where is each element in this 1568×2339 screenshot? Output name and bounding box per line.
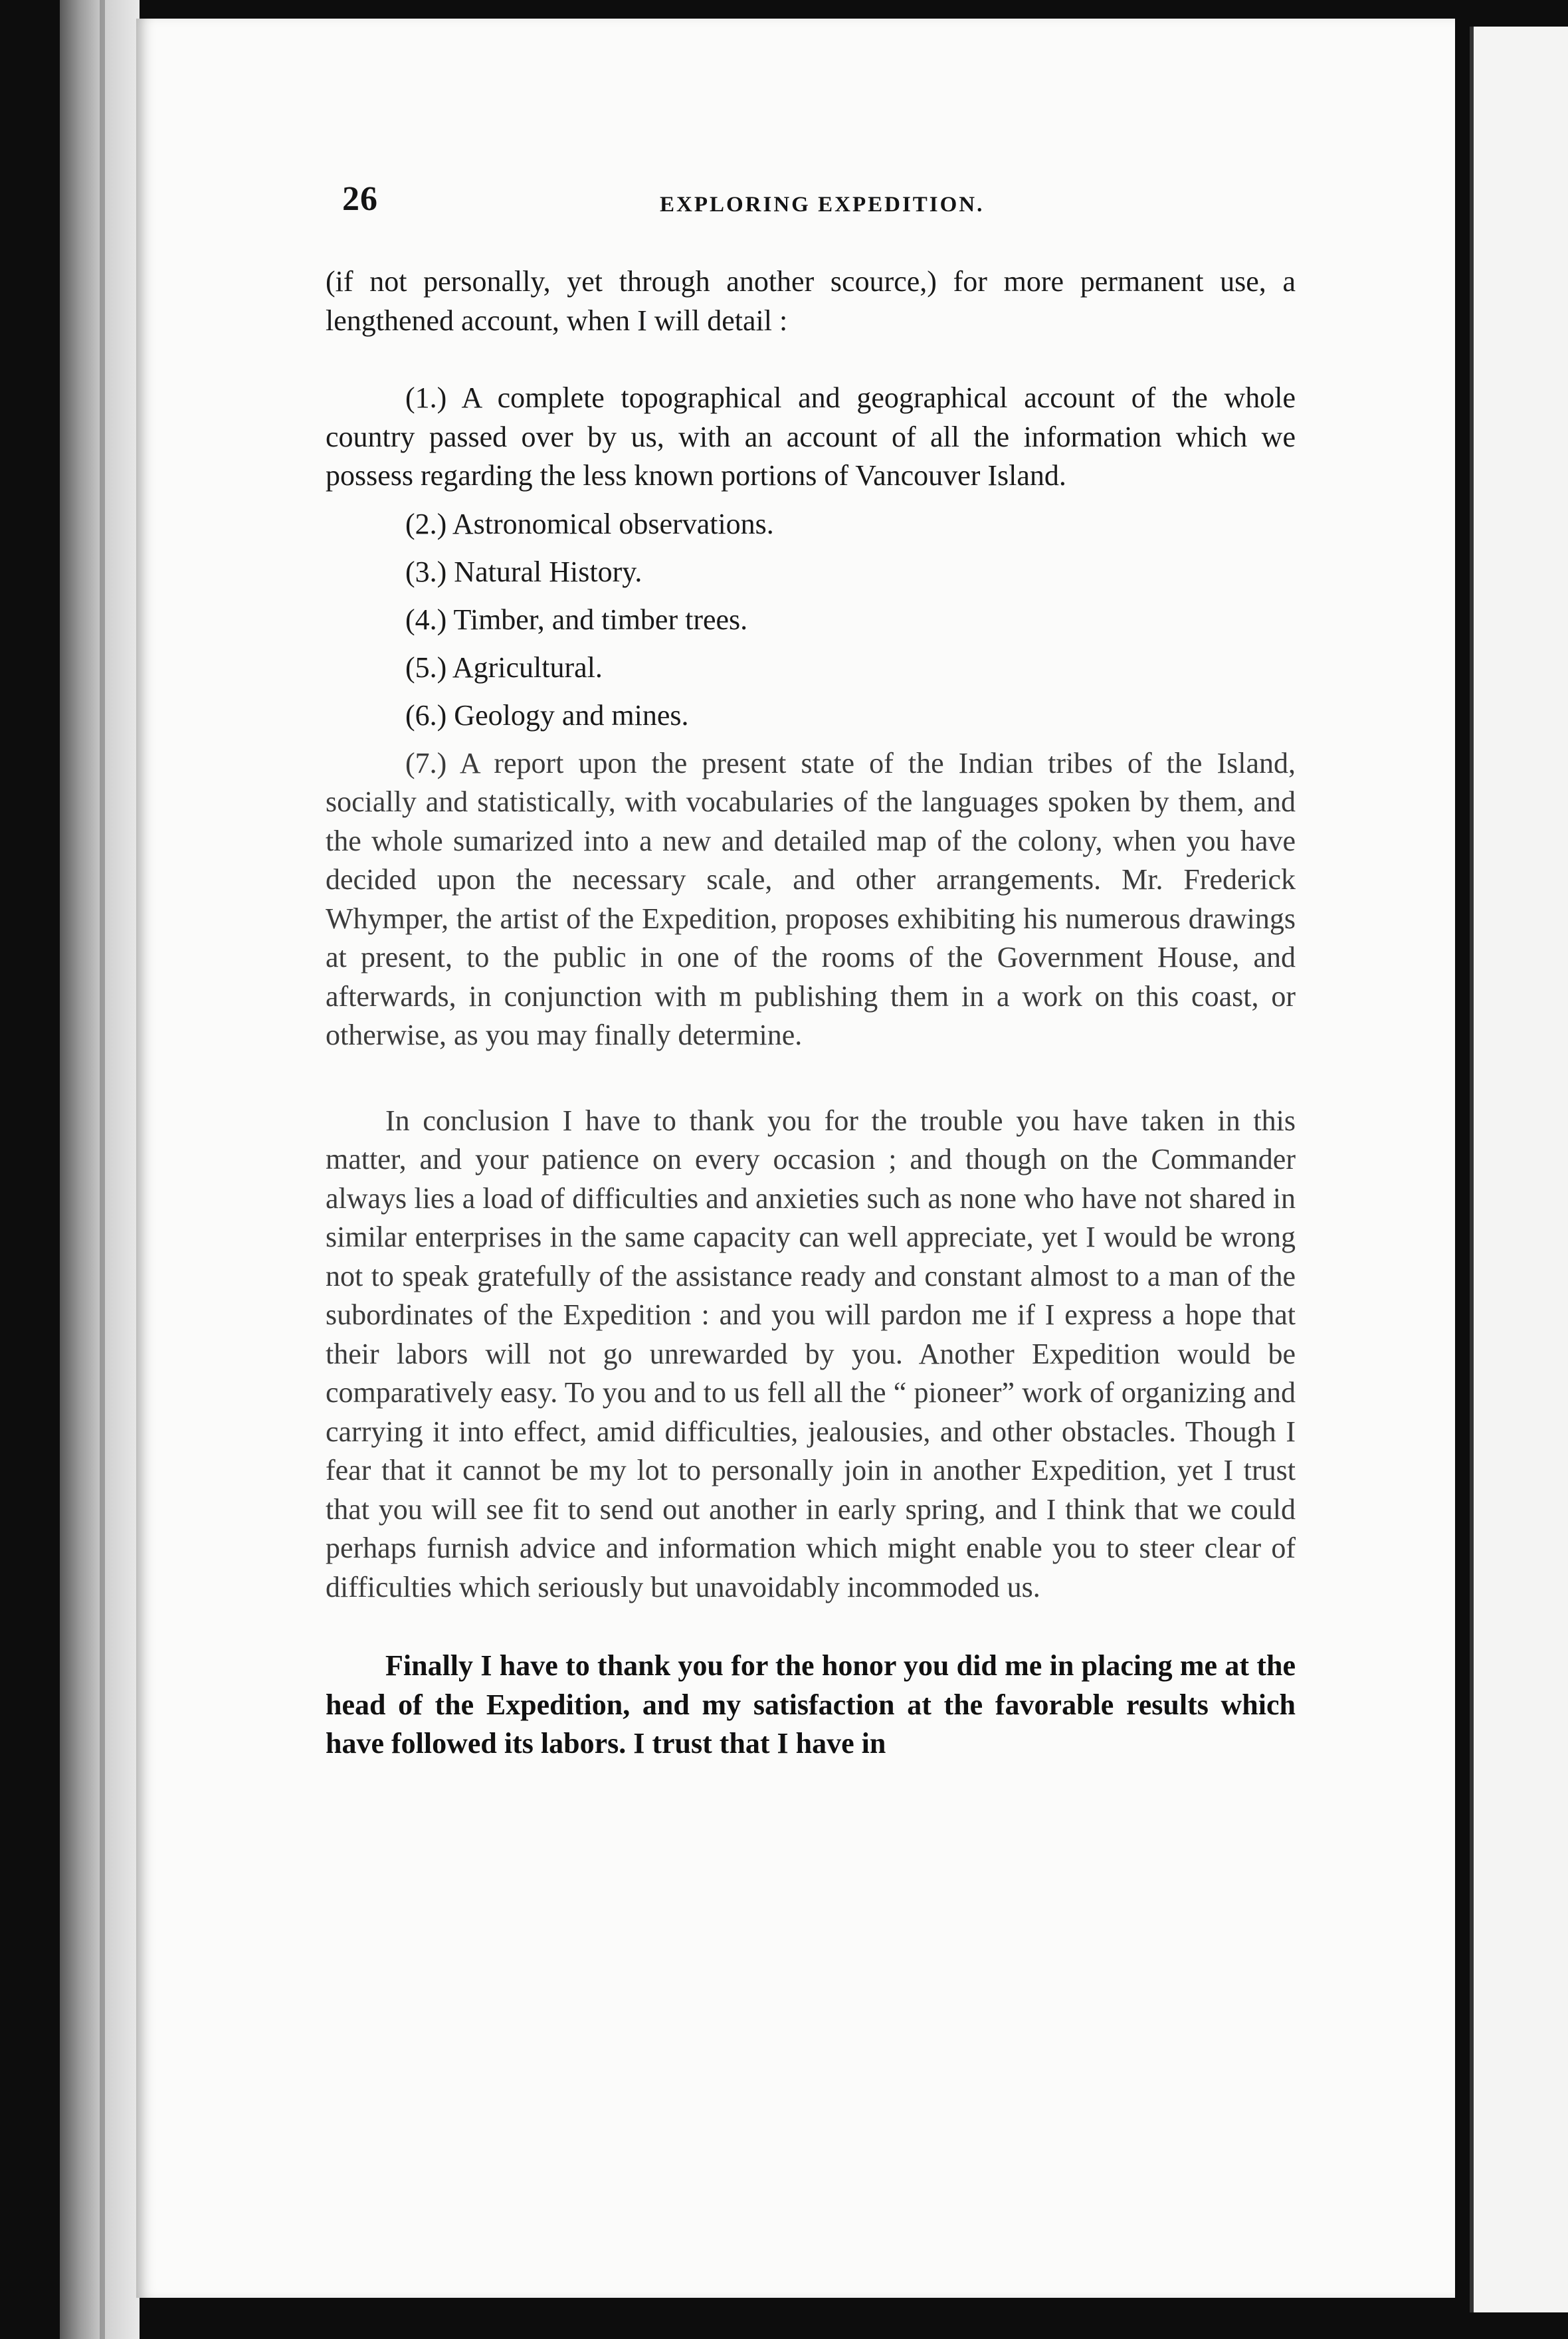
list-item-3: (3.) Natural History. <box>405 555 642 588</box>
closing-paragraph: Finally I have to thank you for the honor you did me in placing me at the head of the Expedition, and my satisfaction at the favorable results which have followed its labors. I trust that I have in <box>326 1649 1296 1760</box>
page-number: 26 <box>342 180 378 218</box>
list-item-2: (2.) Astronomical observations. <box>405 507 774 540</box>
running-head: EXPLORING EXPEDITION. <box>660 193 985 217</box>
facing-page-edge <box>1470 27 1568 2312</box>
list-item-6: (6.) Geology and mines. <box>405 698 689 732</box>
list-item-1: (1.) A complete topographical and geographical account of the whole country passed over by us, with an account of all the information which we possess regarding the less known portions of Vancouver Island. <box>326 381 1296 492</box>
list-item-7: (7.) A report upon the present state of the Indian tribes of the Island, socially and statistically, with vocabularies of the languages spoken by them, and the whole sumarized into a new and detailed map of the colony, when you have decided upon the necessary scale, and other arrangements. Mr. Frederick Whymper, the artist of the Expedition, proposes exhibiting his numerous drawings at present, to the public in one of the rooms of the Government House, and afterwards, in conjunction with m publishing them in a work on this coast, or otherwise, as you may finally determine. <box>326 746 1296 1051</box>
list-item-4: (4.) Timber, and timber trees. <box>405 603 748 636</box>
binding-edge <box>100 0 105 2339</box>
page-header <box>342 179 1007 233</box>
page-body <box>326 262 1296 1764</box>
conclusion-paragraph: In conclusion I have to thank you for the trouble you have taken in this matter, and your patience on every occasion ; and though on the Commander always lies a load of difficulties and anxieties such as none who have not shared in similar enterprises in the same capacity can well appreciate, yet I would be wrong not to speak gratefully of the assistance ready and constant almost to a man of the subordinates of the Expedition : and you will pardon me if I express a hope that their labors will not go unrewarded by you. Another Expedition would be comparatively easy. To you and to us fell all the “ pioneer” work of organizing and carrying it into effect, amid difficulties, jealousies, and other obstacles. Though I fear that it cannot be my lot to personally join in another Expedition, yet I trust that you will see fit to send out another in early spring, and I think that we could perhaps furnish advice and information which might enable you to steer clear of difficulties which seriously but unavoidably incommoded us. <box>326 1104 1296 1603</box>
intro-paragraph: (if not personally, yet through another scource,) for more permanent use, a lengthened account, when I will detail : <box>326 265 1296 337</box>
list-item-5: (5.) Agricultural. <box>405 651 603 684</box>
